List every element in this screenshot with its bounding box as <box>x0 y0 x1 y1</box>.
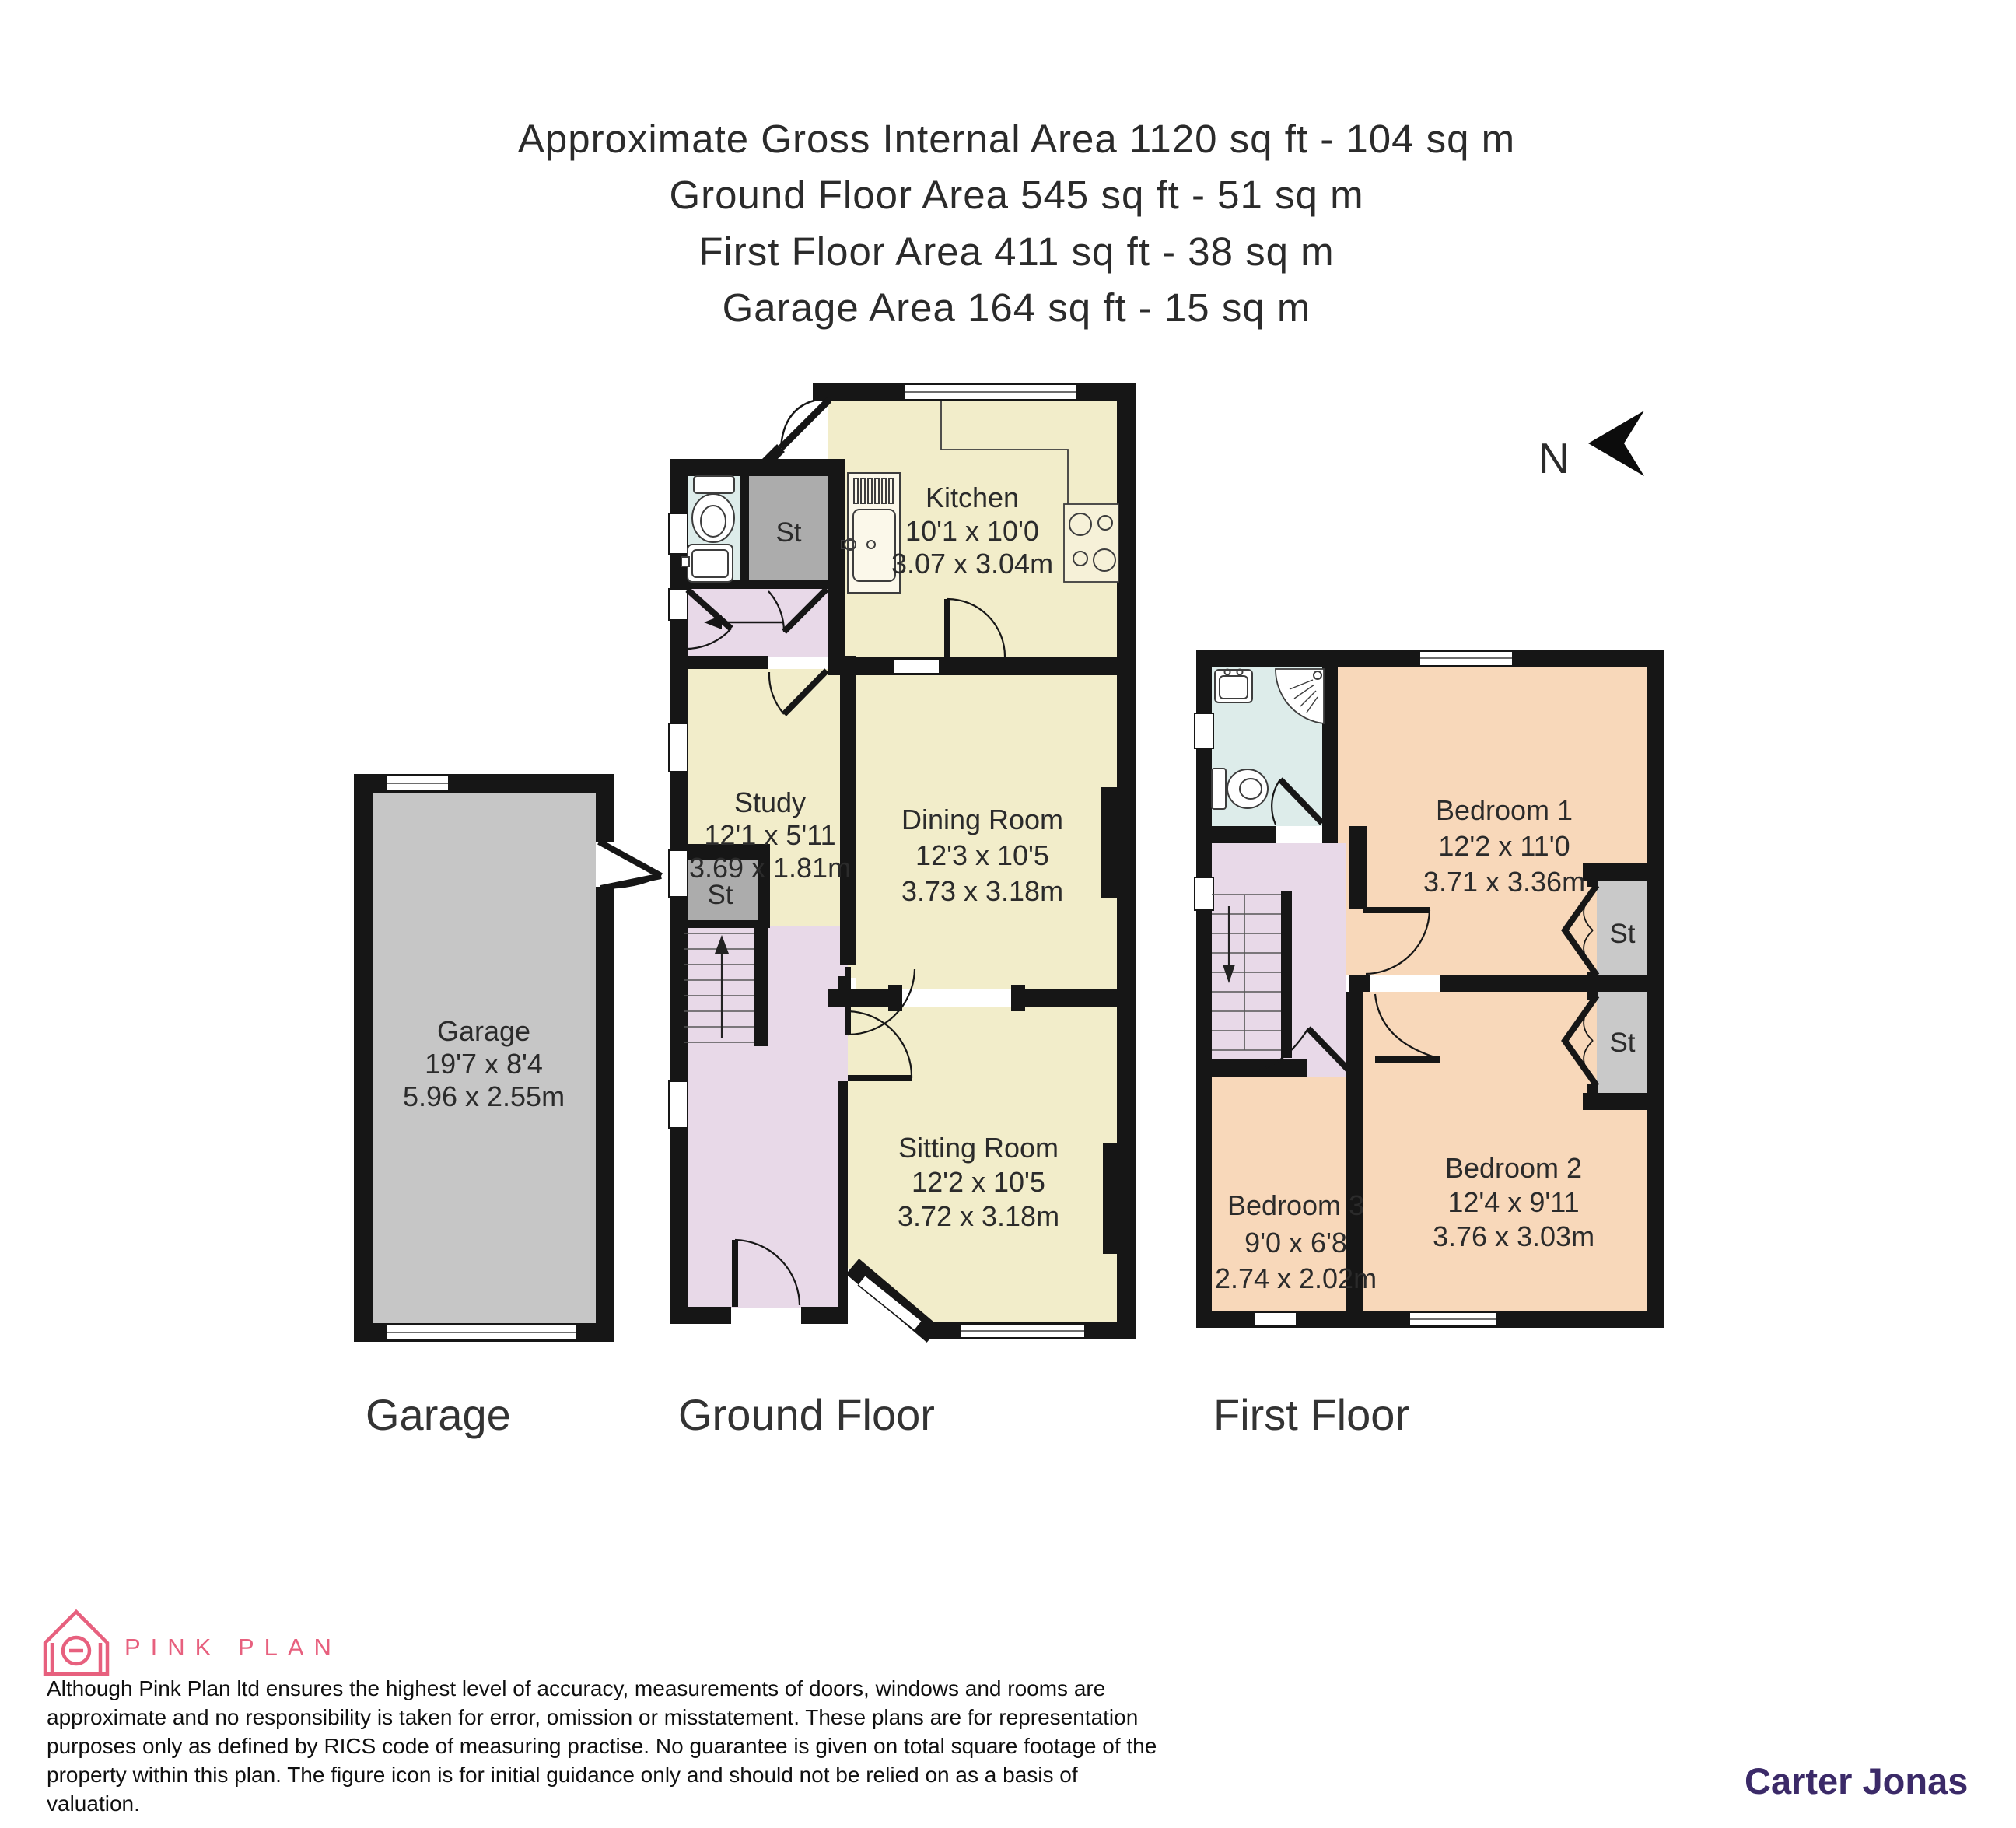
dining-metric: 3.73 x 3.18m <box>901 875 1064 907</box>
sitting-name: Sitting Room <box>898 1132 1059 1164</box>
pink-plan-label: PINK PLAN <box>124 1634 341 1661</box>
bedroom2-name: Bedroom 2 <box>1444 1152 1583 1184</box>
disclaimer-text: Although Pink Plan ltd ensures the highest level of accuracy, measurements of doors, windows and rooms are approximate and no responsibility is taken for error, omission or misstatement. These plans are for representation purposes only as defined by RICS code of measuring practise. No guarantee is given on total square footage of the property within this plan. The figure icon is for initial guidance only and should not be relied on as a basis of valuation. <box>47 1676 1157 1816</box>
kitchen-imperial: 10'1 x 10'0 <box>905 515 1039 547</box>
floor-titles <box>366 1390 1409 1439</box>
kitchen-metric: 3.07 x 3.04m <box>891 548 1054 580</box>
storage-4-label: St <box>1609 1028 1636 1058</box>
first-floor-plan <box>1195 650 1664 1328</box>
north-arrow-icon <box>1588 411 1644 476</box>
bedroom1-imperial: 12'2 x 11'0 <box>1438 830 1570 862</box>
garage-plan <box>354 774 661 1342</box>
kitchen-name: Kitchen <box>925 482 1020 513</box>
storage-2-label: St <box>707 880 733 910</box>
landing <box>1212 843 1346 1077</box>
carter-jonas-logo: Carter Jonas <box>1745 1760 1969 1802</box>
header-line-4: Garage Area 164 sq ft - 15 sq m <box>722 285 1311 330</box>
storage-3-label: St <box>1609 919 1636 949</box>
storage-1-label: St <box>775 517 802 548</box>
sitting-imperial: 12'2 x 10'5 <box>912 1166 1045 1198</box>
garage-room-imperial: 19'7 x 8'4 <box>425 1048 543 1080</box>
pink-plan-house-icon <box>45 1612 107 1674</box>
pink-plan-logo <box>45 1612 341 1674</box>
bedroom2-imperial: 12'4 x 9'11 <box>1447 1186 1580 1218</box>
north-arrow <box>1538 411 1644 482</box>
ground-floor-plan <box>669 383 1136 1339</box>
garage-room-metric: 5.96 x 2.55m <box>402 1080 565 1112</box>
bedroom2-metric: 3.76 x 3.03m <box>1432 1220 1595 1252</box>
garage-door <box>596 842 661 888</box>
garage-floor-label: Garage <box>366 1390 511 1439</box>
header-area-summary <box>518 117 1515 330</box>
bedroom3-imperial: 9'0 x 6'8 <box>1244 1227 1347 1259</box>
first-floor-label: First Floor <box>1213 1390 1409 1439</box>
sitting-metric: 3.72 x 3.18m <box>897 1200 1060 1232</box>
dining-name: Dining Room <box>901 804 1064 835</box>
study-imperial: 12'1 x 5'11 <box>704 819 836 851</box>
north-label: N <box>1538 434 1570 482</box>
header-line-2: Ground Floor Area 545 sq ft - 51 sq m <box>669 173 1364 217</box>
dining-imperial: 12'3 x 10'5 <box>915 839 1049 871</box>
header-line-1: Approximate Gross Internal Area 1120 sq ft - 104 sq m <box>517 117 1516 161</box>
garage-room-name: Garage <box>436 1015 531 1047</box>
study-name: Study <box>733 786 807 818</box>
header-line-3: First Floor Area 411 sq ft - 38 sq m <box>698 229 1335 274</box>
bedroom1-name: Bedroom 1 <box>1435 794 1573 826</box>
bedroom3-name: Bedroom 3 <box>1227 1189 1365 1221</box>
bedroom3-metric: 2.74 x 2.02m <box>1214 1262 1377 1294</box>
bedroom1-metric: 3.71 x 3.36m <box>1423 866 1586 898</box>
study-metric: 3.69 x 1.81m <box>688 852 852 884</box>
ground-floor-label: Ground Floor <box>678 1390 935 1439</box>
